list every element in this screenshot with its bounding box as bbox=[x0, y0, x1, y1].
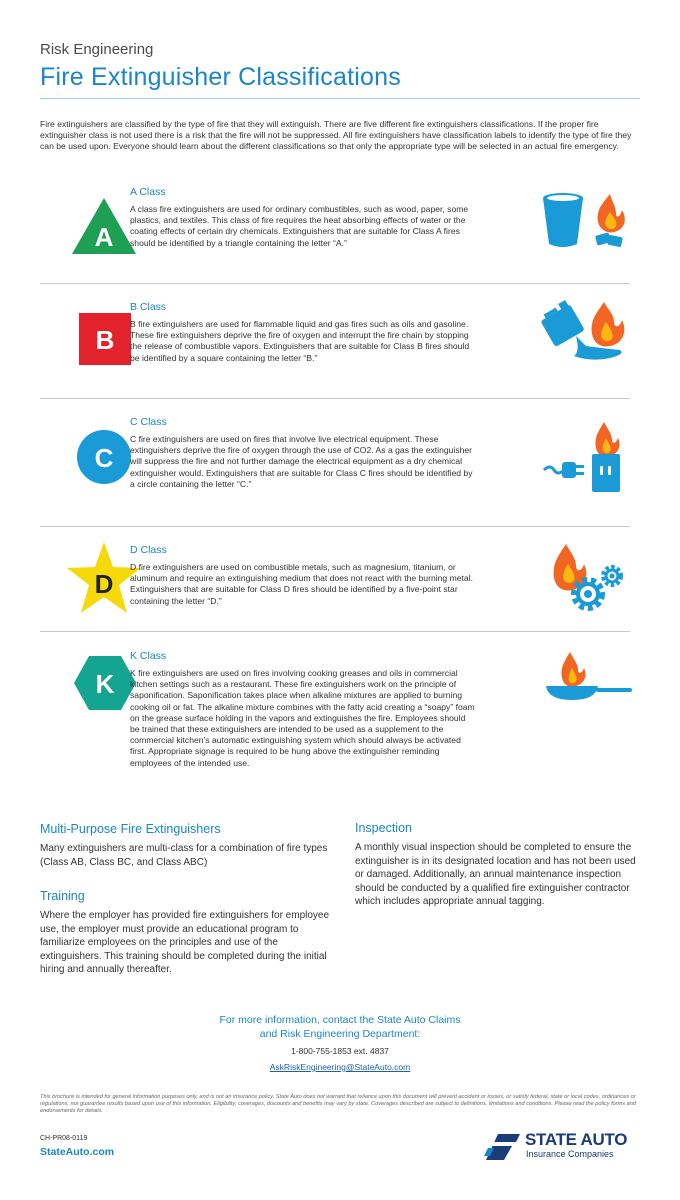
class-k-hexagon-badge bbox=[73, 655, 137, 711]
class-b-square-badge bbox=[79, 313, 131, 365]
document-code: CH-PR08-0119 bbox=[40, 1135, 88, 1142]
state-auto-logo bbox=[480, 1130, 642, 1162]
contact-email-link[interactable]: AskRiskEngineering@StateAuto.com bbox=[269, 1062, 411, 1072]
state-auto-logo-mark-icon bbox=[480, 1130, 522, 1162]
inspection-body: A monthly visual inspection should be completed to ensure the extinguisher is in its designated location and has not been used or damaged. Additionally, an annual maintenance inspection should be conducted by a qualified fire extinguisher contractor which includes appropriate annual tagging. bbox=[355, 842, 636, 907]
class-k-letter: K bbox=[95, 669, 115, 699]
class-d-letter: D bbox=[94, 569, 114, 599]
class-d-heading: D Class bbox=[130, 544, 167, 556]
class-c-circle-badge bbox=[77, 430, 131, 484]
class-b-body: B fire extinguishers are used for flammable liquid and gas fires such as oils and gasoline. These fire extinguishers deprive the fire of oxygen and interrupt the fire chain by stopping the release of combustible vapors. Extinguishers that are suitable for Class B fires should be identified by a square containing the letter “B.” bbox=[130, 319, 470, 363]
website-link[interactable]: StateAuto.com bbox=[40, 1146, 115, 1158]
electrical-plug-outlet-fire-icon bbox=[540, 418, 632, 494]
class-k-body: K fire extinguishers are used on fires involving cooking greases and oils in commercial kitchen settings such as a restaurant. These fire extinguishers work on the principle of saponification. Saponification takes place when alkaline mixtures are applied to burning cooking oil or fat. The alkaline mixture combines with the fatty acid creating a “soapy” foam on the grease surface holding in the vapors and extinguishes the fire. Employees should be trained that these extinguishers are intended to be used as a supplement to the commercial kitchen’s automatic extinguishing system which should always be activated first. Appropriate signage is required to be hung above the extinguisher reminding employees of the intended use. bbox=[130, 668, 475, 768]
class-a-letter: A bbox=[94, 222, 114, 252]
section-divider bbox=[40, 283, 630, 284]
contact-heading-line2: and Risk Engineering Department: bbox=[259, 1028, 421, 1040]
frying-pan-grease-fire-icon bbox=[542, 650, 634, 706]
class-b-heading: B Class bbox=[130, 301, 167, 313]
class-c-letter: C bbox=[94, 443, 114, 473]
class-d-body: D fire extinguishers are used on combustible metals, such as magnesium, titanium, or aluminum and require an extinguishing medium that does not react with the burning metal. Extinguishers that are suitable for Class D fires should be identified by a five-point star containing the letter “D.” bbox=[130, 562, 473, 606]
page-kicker: Risk Engineering bbox=[40, 41, 154, 58]
page-title: Fire Extinguisher Classifications bbox=[40, 63, 401, 91]
class-a-heading: A Class bbox=[130, 186, 166, 198]
metal-gears-fire-icon bbox=[544, 542, 630, 616]
class-c-body: C fire extinguishers are used on fires that involve live electrical equipment. These extinguishers deprive the fire of oxygen through the use of CO2. As a gas the extinguisher will suppress the fire and not further damage the electrical equipment as a dry chemical extinguisher would. Extinguishers that are suitable for Class C fires should be identified by a circle containing the letter “C.” bbox=[130, 434, 473, 489]
class-c-heading: C Class bbox=[130, 416, 167, 428]
water-bucket-and-burning-paper-icon bbox=[540, 190, 632, 252]
disclaimer-text: This brochure is intended for general information purposes only, and is not an insurance policy. State Auto does not warrant that reliance upon this document will prevent accident or losses, or satisfy federal, state or local codes, ordinances or regulations, nor guarantee results based upon use of this information. Eligibility, coverages, discounts and benefits may vary by state. Coverages described are subject to definitions, limitations and conditions. Please read the policy forms and endorsements for details. bbox=[40, 1094, 636, 1115]
contact-phone: 1-800-755-1853 ext. 4837 bbox=[291, 1046, 389, 1056]
spilled-fuel-can-fire-icon bbox=[540, 296, 632, 364]
training-heading: Training bbox=[40, 889, 85, 903]
section-divider bbox=[40, 398, 630, 399]
multi-purpose-heading: Multi-Purpose Fire Extinguishers bbox=[40, 822, 221, 836]
contact-heading-line1: For more information, contact the State Auto Claims bbox=[219, 1014, 461, 1026]
logo-subtitle: Insurance Companies bbox=[526, 1149, 614, 1159]
title-divider bbox=[40, 98, 640, 99]
class-k-heading: K Class bbox=[130, 650, 167, 662]
class-a-triangle-badge bbox=[70, 196, 138, 256]
logo-name: STATE AUTO bbox=[525, 1130, 628, 1149]
class-b-letter: B bbox=[95, 325, 115, 355]
training-body: Where the employer has provided fire extinguishers for employee use, the employer must provide an educational program to familiarize employees on the principles and use of the extinguishers. This training should be completed during the initial hiring and annually thereafter. bbox=[40, 910, 330, 975]
section-divider bbox=[40, 526, 630, 527]
intro-paragraph: Fire extinguishers are classified by the type of fire that they will extinguish. There are five different fire extinguishers classifications. If the proper fire extinguisher class is not used there is a risk that the fire will not be suppressed. All fire extinguishers have classification labels to identify the type of fire they can be used upon. Everyone should learn about the different classifications so that only the appropriate type will be selected in an actual fire emergency. bbox=[40, 119, 632, 151]
section-divider bbox=[40, 631, 630, 632]
class-a-body: A class fire extinguishers are used for ordinary combustibles, such as wood, paper, some plastics, and textiles. This class of fire requires the heat absorbing effects of water or the coating effects of certain dry chemicals. Extinguishers that are suitable for Class A fires should be identified by a triangle containing the letter “A.” bbox=[130, 204, 469, 248]
inspection-heading: Inspection bbox=[355, 821, 412, 835]
multi-purpose-body: Many extinguishers are multi-class for a combination of fire types (Class AB, Class BC, and Class ABC) bbox=[40, 843, 328, 868]
